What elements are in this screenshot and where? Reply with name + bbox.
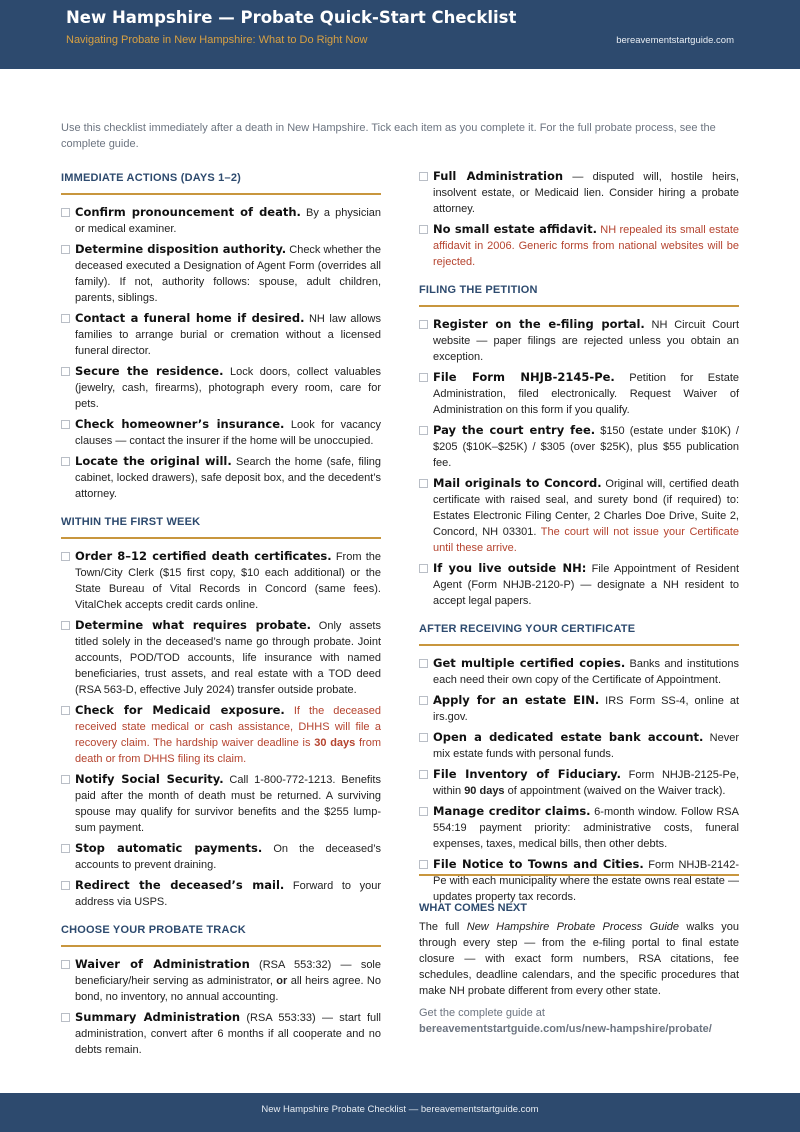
item-title: Stop automatic payments. [75,841,263,855]
checklist-item [419,655,739,688]
checkbox[interactable] [61,314,70,323]
checklist-item [61,1009,381,1058]
next-text: The full [419,921,467,933]
header-site-link[interactable]: bereavementstartguide.com [616,35,734,46]
checklist-item [61,310,381,359]
item-title: Manage creditor claims. [433,804,591,818]
page-footer [0,1093,800,1132]
item-text: of appointment (waived on the Waiver track). [504,785,726,797]
checklist-item [61,617,381,698]
item-title: Order 8–12 certified death certificates. [75,549,332,563]
checkbox[interactable] [61,1013,70,1022]
item-text: Petition for Estate Administration, filed electronically. Request Waiver of Administration on this form if you qualify. [433,372,739,416]
item-title: File Form NHJB-2145-Pe. [433,370,615,384]
item-text: Check whether the deceased executed a Designation of Agent Form (overrides all family). If not, authority follows: spouse, adult children, parents, siblings. [75,244,381,304]
section-heading-first-week: WITHIN THE FIRST WEEK [61,512,381,539]
item-title: Check homeowner’s insurance. [75,417,285,431]
section-heading-filing: FILING THE PETITION [419,280,739,307]
checklist-item [419,221,739,270]
checklist-item [61,548,381,613]
checkbox[interactable] [61,245,70,254]
checkbox[interactable] [61,775,70,784]
item-text: IRS Form SS-4, online at irs.gov. [433,695,740,723]
checkbox[interactable] [419,860,428,869]
item-text: Only assets titled solely in the deceased’s name go through probate. Joint accounts, POD/TOD accounts, life insurance with named beneficiaries, trust assets, and real estate with a TOD deed (RSA 563-D, effective July 2024) transfer outside probate. [75,620,381,696]
checklist-item [419,475,739,556]
page-header [0,0,800,69]
item-title: Locate the original will. [75,454,232,468]
item-title: Determine what requires probate. [75,618,312,632]
checklist-item [419,729,739,762]
warning-text: If the deceased received state medical or cash assistance, DHHS will file a recovery claim. The hardship waiver deadline is [75,705,381,749]
checklist-item [419,422,739,471]
checkbox[interactable] [419,172,428,181]
item-title: Mail originals to Concord. [433,476,602,490]
checkbox[interactable] [61,881,70,890]
gold-divider [419,874,739,876]
item-title: Contact a funeral home if desired. [75,311,305,325]
section-heading-after-certificate: AFTER RECEIVING YOUR CERTIFICATE [419,619,739,646]
item-emphasis: 90 days [464,785,505,797]
right-column [419,168,739,909]
item-text: Form NHJB-2125-Pe, within [433,769,740,797]
item-text: $150 (estate under $10K) / $205 ($10K–$25K) / $305 (over $25K), plus $55 publication fee. [433,425,739,469]
page-subtitle: Navigating Probate in New Hampshire: What to Do Right Now [66,34,368,46]
checklist-item [61,453,381,502]
item-title: Confirm pronouncement of death. [75,205,301,219]
item-title: Redirect the deceased’s mail. [75,878,285,892]
item-text: all heirs agree. No bond, no inventory, no annual accounting. [75,975,381,1003]
item-text: Banks and institutions each need their own copy of the Certificate of Appointment. [433,658,739,686]
checklist-item [61,840,381,873]
item-text: — disputed will, hostile heirs, insolvent estate, or Medicaid lien. Consider hiring a probate attorney. [433,171,739,215]
item-title: Apply for an estate EIN. [433,693,600,707]
checkbox[interactable] [61,367,70,376]
checkbox[interactable] [419,564,428,573]
item-text: Search the home (safe, filing cabinet, locked drawers), safe deposit box, and the decedent’s attorney. [75,456,381,500]
item-text: Lock doors, collect valuables (jewelry, cash, firearms), photograph every room, care for pets. [75,366,382,410]
item-title: Get multiple certified copies. [433,656,626,670]
checklist-item [61,241,381,306]
checklist-item [61,956,381,1005]
item-title: File Inventory of Fiduciary. [433,767,621,781]
item-text: Never mix estate funds with personal funds. [433,732,739,760]
checkbox[interactable] [419,373,428,382]
intro-text: Use this checklist immediately after a death in New Hampshire. Tick each item as you complete it. For the full probate process, see the complete guide. [61,122,716,150]
item-reference: (RSA 553:33) [240,1012,316,1024]
warning-text: The court will not issue your Certificate until these arrive. [433,526,740,554]
item-title: Determine disposition authority. [75,242,287,256]
item-text: NH law allows families to arrange burial or cremation without a licensed funeral director. [75,313,381,357]
left-column [61,168,381,1062]
checklist-item [61,702,381,767]
warning-text: NH repealed its small estate affidavit in 2006. Generic forms from national websites will be rejected. [433,224,739,268]
item-title: No small estate affidavit. [433,222,597,236]
checklist-item [419,168,739,217]
item-emphasis: or [276,975,288,987]
section-heading-probate-track: CHOOSE YOUR PROBATE TRACK [61,920,381,947]
guide-title: New Hampshire Probate Process Guide [466,921,680,933]
item-text: By a physician or medical examiner. [75,207,381,235]
checkbox[interactable] [61,552,70,561]
checkbox[interactable] [419,426,428,435]
checklist-item [419,692,739,725]
checklist-item [419,803,739,852]
item-title: Waiver of Administration [75,957,250,971]
item-text: Forward to your address via USPS. [75,880,381,908]
checkbox[interactable] [419,659,428,668]
checklist-item [61,877,381,910]
item-title: If you live outside NH: [433,561,587,575]
checkbox[interactable] [61,706,70,715]
footer-text: New Hampshire Probate Checklist — bereavementstartguide.com [261,1104,539,1115]
checklist-item [61,771,381,836]
item-reference: (RSA 553:32) [249,959,332,971]
checkbox[interactable] [419,479,428,488]
checklist-item [61,204,381,237]
item-text: NH Circuit Court website — paper filings are rejected unless you obtain an exception. [433,319,740,363]
checklist-item [419,856,739,905]
item-title: Check for Medicaid exposure. [75,703,285,717]
checkbox[interactable] [419,320,428,329]
item-text: — sole beneficiary/heir serving as administrator, [75,959,381,987]
item-title: Open a dedicated estate bank account. [433,730,704,744]
item-text: From the Town/City Clerk ($15 first copy, $10 each additional) or the State Bureau of Vital Records in Concord (same fees). VitalChek accepts credit cards online. [75,551,381,611]
item-text: Original will, certified death certificate with raised seal, and surety bond (if required) to: Estates Electronic Filing Center, 2 Charles Doe Drive, Suite 2, Concord, NH 03301. [433,478,739,538]
checkbox[interactable] [419,225,428,234]
checklist-item [61,416,381,449]
item-text: — start full administration, convert after 6 months if all cooperate and no debts remain. [75,1012,382,1056]
item-title: Full Administration [433,169,564,183]
page-title: New Hampshire — Probate Quick-Start Checklist [66,8,517,27]
next-section [419,902,739,1037]
checkbox[interactable] [61,420,70,429]
item-title: Pay the court entry fee. [433,423,596,437]
item-title: Secure the residence. [75,364,224,378]
guide-link-label: Get the complete guide at [419,1007,545,1019]
item-text: File Appointment of Resident Agent (Form NHJB-2120-P) — designate a NH resident to accept legal papers. [433,563,739,607]
item-title: Notify Social Security. [75,772,224,786]
checkbox[interactable] [61,960,70,969]
checklist-item [419,369,739,418]
checklist-item [419,316,739,365]
item-text: Look for vacancy clauses — contact the insurer if the home will be unoccupied. [75,419,381,447]
checklist-item [419,560,739,609]
checkbox[interactable] [419,807,428,816]
section-heading-immediate: IMMEDIATE ACTIONS (DAYS 1–2) [61,168,381,195]
checkbox[interactable] [61,457,70,466]
next-description [419,919,739,999]
item-title: Summary Administration [75,1010,241,1024]
checkbox[interactable] [419,696,428,705]
checkbox[interactable] [61,621,70,630]
checklist-item [419,766,739,799]
checkbox[interactable] [61,208,70,217]
item-title: File Notice to Towns and Cities. [433,857,644,871]
guide-link[interactable]: bereavementstartguide.com/us/new-hampshire/probate/ [419,1023,712,1035]
deadline-text: 30 days [314,737,356,749]
checklist-item [61,363,381,412]
item-text: Call 1-800-772-1213. Benefits paid after the month of death must be returned. A surviving spouse may qualify for survivor benefits and the $255 lump-sum payment. [75,774,381,834]
warning-text: from death or from DHHS filing its claim. [75,737,381,765]
checkbox[interactable] [61,844,70,853]
item-text: 6-month window. Follow RSA 554:19 payment priority: administrative costs, funeral expenses, taxes, medical bills, then other debts. [433,806,739,850]
checkbox[interactable] [419,770,428,779]
section-heading-next: WHAT COMES NEXT [419,902,527,914]
item-title: Register on the e-filing portal. [433,317,645,331]
checkbox[interactable] [419,733,428,742]
item-text: On the deceased’s accounts to prevent draining. [75,843,381,871]
item-text: Form NHJB-2142-Pe with each municipality where the estate owns real estate — updates property tax records. [433,859,739,903]
next-text: walks you through every step — from the e-filing portal to final estate closure — with exact form numbers, RSA citations, fee schedules, deadline calendars, and the specific procedures that make NH probate different from every other state. [419,921,739,997]
